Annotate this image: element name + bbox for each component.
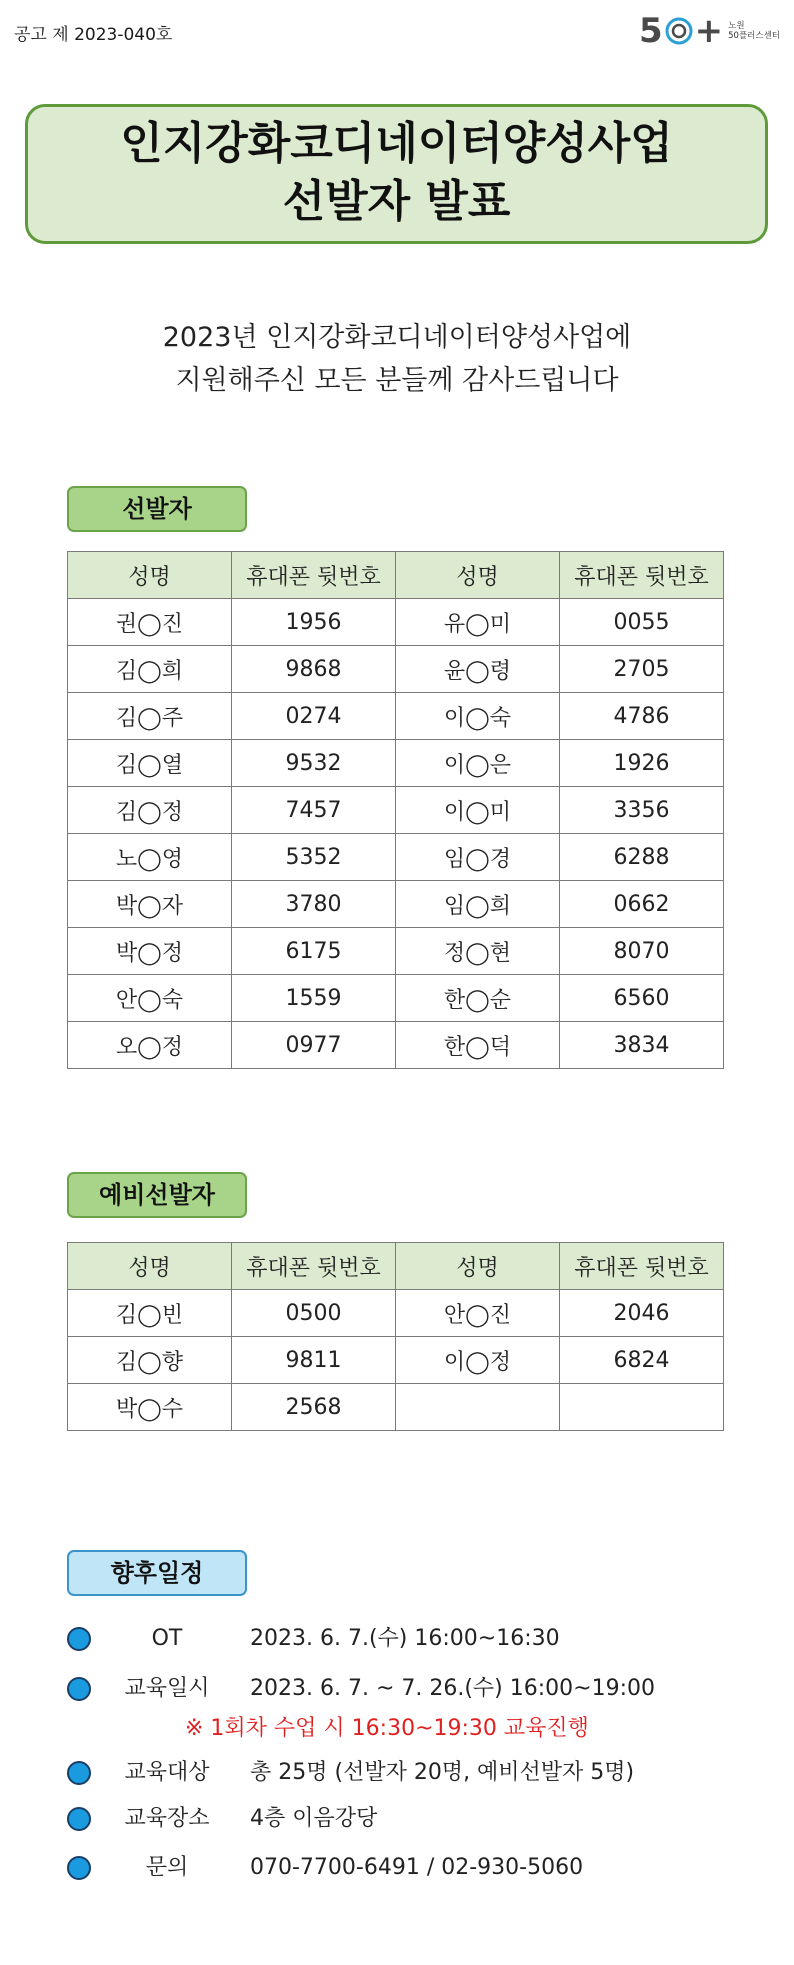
name-cell: 정◯현	[396, 928, 560, 975]
schedule-value: 총 25명 (선발자 20명, 예비선발자 5명)	[250, 1760, 635, 1785]
table-row	[68, 740, 724, 787]
section-selected-label: 선발자	[67, 486, 247, 532]
section-reserve-label: 예비선발자	[67, 1172, 247, 1218]
table-row	[68, 834, 724, 881]
phone-cell: 3834	[560, 1022, 724, 1069]
name-cell: 이◯정	[396, 1337, 560, 1384]
bullet-dot-icon	[67, 1627, 91, 1651]
logo-ring-icon	[664, 16, 694, 46]
col-header: 휴대폰 뒷번호	[232, 552, 396, 599]
phone-cell: 9811	[232, 1337, 396, 1384]
phone-cell: 0274	[232, 693, 396, 740]
phone-cell: 8070	[560, 928, 724, 975]
name-cell: 이◯숙	[396, 693, 560, 740]
table-header-row	[68, 1243, 724, 1290]
phone-cell: 7457	[232, 787, 396, 834]
name-cell: 권◯진	[68, 599, 232, 646]
phone-cell: 0662	[560, 881, 724, 928]
logo-line2: 50플러스센터	[728, 31, 780, 41]
phone-cell: 6288	[560, 834, 724, 881]
phone-cell: 2568	[232, 1384, 396, 1431]
phone-cell: 1956	[232, 599, 396, 646]
col-header: 휴대폰 뒷번호	[560, 552, 724, 599]
phone-cell: 3780	[232, 881, 396, 928]
bullet-dot-icon	[67, 1856, 91, 1880]
name-cell: 김◯정	[68, 787, 232, 834]
schedule-label: 교육장소	[124, 1806, 210, 1831]
schedule-label: 교육대상	[124, 1760, 210, 1785]
phone-cell: 5352	[232, 834, 396, 881]
name-cell: 오◯정	[68, 1022, 232, 1069]
name-cell: 박◯자	[68, 881, 232, 928]
phone-cell: 6824	[560, 1337, 724, 1384]
table-row	[68, 928, 724, 975]
name-cell: 임◯경	[396, 834, 560, 881]
col-header: 성명	[396, 552, 560, 599]
name-cell: 이◯은	[396, 740, 560, 787]
name-cell: 임◯희	[396, 881, 560, 928]
center-logo	[638, 11, 780, 51]
name-cell: 김◯향	[68, 1337, 232, 1384]
phone-cell: 9868	[232, 646, 396, 693]
phone-cell: 0977	[232, 1022, 396, 1069]
schedule-label: 문의	[145, 1855, 189, 1880]
title-box	[25, 104, 768, 244]
notice-number: 공고 제 2023-040호	[14, 25, 173, 45]
bullet-dot-icon	[67, 1807, 91, 1831]
name-cell: 김◯주	[68, 693, 232, 740]
table-row	[68, 599, 724, 646]
table-row	[68, 1290, 724, 1337]
name-cell: 이◯미	[396, 787, 560, 834]
phone-cell: 3356	[560, 787, 724, 834]
phone-cell: 6175	[232, 928, 396, 975]
phone-cell: 4786	[560, 693, 724, 740]
schedule-value: 2023. 6. 7. ~ 7. 26.(수) 16:00~19:00	[250, 1676, 655, 1701]
title-line2: 선발자 발표	[282, 176, 511, 227]
phone-cell: 1559	[232, 975, 396, 1022]
reserve-table-body	[68, 1290, 724, 1431]
table-header-row	[68, 552, 724, 599]
table-row	[68, 693, 724, 740]
schedule-value: 4층 이음강당	[250, 1806, 378, 1831]
title-line1: 인지강화코디네이터양성사업	[120, 118, 673, 169]
phone-cell: 2705	[560, 646, 724, 693]
phone-cell: 1926	[560, 740, 724, 787]
bullet-dot-icon	[67, 1677, 91, 1701]
col-header: 성명	[68, 552, 232, 599]
name-cell: 김◯빈	[68, 1290, 232, 1337]
name-cell: 유◯미	[396, 599, 560, 646]
reserve-table	[67, 1242, 724, 1431]
schedule-value: 070-7700-6491 / 02-930-5060	[250, 1855, 584, 1880]
phone-cell	[560, 1384, 724, 1431]
bullet-dot-icon	[67, 1761, 91, 1785]
name-cell: 한◯순	[396, 975, 560, 1022]
table-row	[68, 1022, 724, 1069]
col-header: 성명	[68, 1243, 232, 1290]
name-cell: 안◯숙	[68, 975, 232, 1022]
table-row	[68, 787, 724, 834]
name-cell: 김◯희	[68, 646, 232, 693]
intro-line1: 2023년 인지강화코디네이터양성사업에	[162, 322, 632, 353]
logo-line1: 노원	[728, 20, 745, 31]
phone-cell: 6560	[560, 975, 724, 1022]
logo-text	[728, 21, 780, 41]
name-cell: 박◯수	[68, 1384, 232, 1431]
name-cell: 박◯정	[68, 928, 232, 975]
selected-table-body	[68, 599, 724, 1069]
phone-cell: 0500	[232, 1290, 396, 1337]
section-schedule-label: 향후일정	[67, 1550, 247, 1596]
table-row	[68, 646, 724, 693]
col-header: 성명	[396, 1243, 560, 1290]
name-cell: 김◯열	[68, 740, 232, 787]
schedule-label: 교육일시	[124, 1676, 210, 1701]
table-row	[68, 1384, 724, 1431]
name-cell: 노◯영	[68, 834, 232, 881]
table-row	[68, 975, 724, 1022]
selected-table	[67, 551, 724, 1069]
table-row	[68, 1337, 724, 1384]
name-cell: 윤◯령	[396, 646, 560, 693]
col-header: 휴대폰 뒷번호	[560, 1243, 724, 1290]
name-cell: 한◯덕	[396, 1022, 560, 1069]
schedule-note: ※ 1회차 수업 시 16:30~19:30 교육진행	[185, 1716, 589, 1741]
schedule-label: OT	[151, 1626, 183, 1651]
phone-cell: 2046	[560, 1290, 724, 1337]
table-row	[68, 881, 724, 928]
phone-cell: 0055	[560, 599, 724, 646]
col-header: 휴대폰 뒷번호	[232, 1243, 396, 1290]
logo-plus: +	[694, 11, 724, 51]
name-cell: 안◯진	[396, 1290, 560, 1337]
name-cell	[396, 1384, 560, 1431]
intro-line2: 지원해주신 모든 분들께 감사드립니다	[175, 365, 619, 396]
schedule-value: 2023. 6. 7.(수) 16:00~16:30	[250, 1626, 560, 1651]
logo-digit: 5	[638, 11, 663, 51]
phone-cell: 9532	[232, 740, 396, 787]
